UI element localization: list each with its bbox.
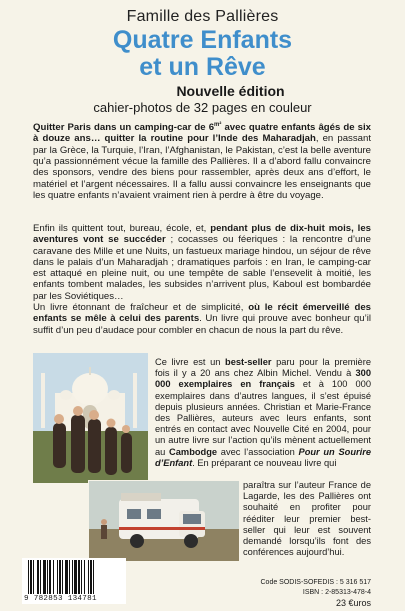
barcode-number: 9 782853 134781 [24, 595, 97, 603]
taj-mahal-illustration [33, 353, 148, 483]
price: 23 €uros [335, 598, 371, 608]
text-bold-italic: Pour un Sourire d’Enfant [155, 446, 371, 468]
edition-label: Nouvelle édition [176, 83, 285, 99]
camping-car-photo [88, 480, 240, 562]
text-bold: où le récit émerveillé des enfants se mêle à celui des parents [33, 302, 371, 325]
isbn: ISBN : 2-85313-478-4 [302, 589, 371, 596]
text: , en passant par la Grèce, la Turquie, l’Iran, l’Afghanistan, le Pakistan, c’est la belle aventure qu’a passionnément vécue la famille des Pallières. Il a d’abord fallu convaincre des sponsors, vendre des biens pour rassembler, après deux ans d’effort, le matériel et l’argent nécessaires. Il a fallu aussi convaincre les enseignants que les quatre enfants n’avaient vraiment rien à perdre à être du voyage. [33, 133, 371, 201]
text: Ce livre est un [155, 357, 226, 367]
photos-note: cahier-photos de 32 pages en couleur [93, 100, 312, 115]
blurb-paragraph-3-continued: paraîtra sur l’auteur France de Lagarde, les des Pallières ont souhaité en profiter pour rééditer leur premier best-seller qui leur est souvent demandé lorsqu’ils font des conférences aujourd’hui. [243, 480, 371, 558]
text-bold: Quitter Paris dans un camping-car de 6 [33, 122, 215, 134]
book-title-line-2: et un Rêve [139, 53, 266, 81]
text: avec l’association [217, 446, 299, 457]
text-bold: Cambodge [169, 446, 218, 457]
text: paru pour la première fois il y a 20 ans chez Albin Michel. Vendu à [155, 357, 371, 379]
blurb-paragraph-1 [33, 120, 371, 201]
text-bold: best-seller [225, 357, 272, 367]
blurb-paragraph-3 [155, 357, 371, 469]
book-title-line-1: Quatre Enfants [112, 26, 293, 54]
author-name: Famille des Pallières [126, 8, 279, 25]
text: . Un livre qui prouve avec bonheur qu’il suffit d’un peu d’audace pour combler en chacun de nous la part du rêve. [33, 313, 371, 336]
camping-car-illustration [89, 481, 239, 561]
text: ; cocasses ou féeriques : la rencontre d’une caravane des Mille et une Nuits, un fastueux mariage hindou, un séjour de rêve dans le palais d’un Maharadjah ; dramatiques parfois : en Iran, le camping-car est attaqué en pleine nuit, ou une tempête de sable l’ensevelit à moitié, les enfants tombent malades, les subsides n’arrivent plus, Kaboul est bombardée par les Soviétiques… [33, 234, 371, 302]
barcode [22, 558, 126, 604]
barcode-bars-icon [26, 560, 122, 594]
blurb-paragraph-2 [33, 223, 371, 336]
text-bold: 300 000 exemplaires en français [155, 368, 371, 390]
book-codes [261, 578, 372, 598]
text-sup: m² [214, 122, 222, 128]
code-sodis: Code SODIS-SOFEDIS : 5 316 517 [260, 579, 371, 586]
taj-mahal-family-photo [33, 353, 148, 483]
text-bold: avec quatre enfants âgés de six à douze ans… quitter la routine pour l’Inde des Maharadjah [33, 122, 371, 145]
text: Un livre étonnant de fraîcheur et de simplicité, [33, 302, 249, 314]
header [0, 8, 405, 115]
text: Enfin ils quittent tout, bureau, école, et, [33, 223, 211, 234]
text: et à 100 000 exemplaires dans d’autres langues, il s’est épuisé depuis plusieurs années. Christian et Marie-France des Pallières, auteurs avec leurs enfants, sont entrés en contact avec Nouvelle Cité en 2004, pour un autre livre sur l’action qu’ils mènent actuellement au [155, 379, 371, 457]
text-bold: pendant plus de dix-huit mois, les aventures vont se succéder [33, 223, 371, 246]
text: . En préparant ce nouveau livre qui [192, 457, 337, 468]
